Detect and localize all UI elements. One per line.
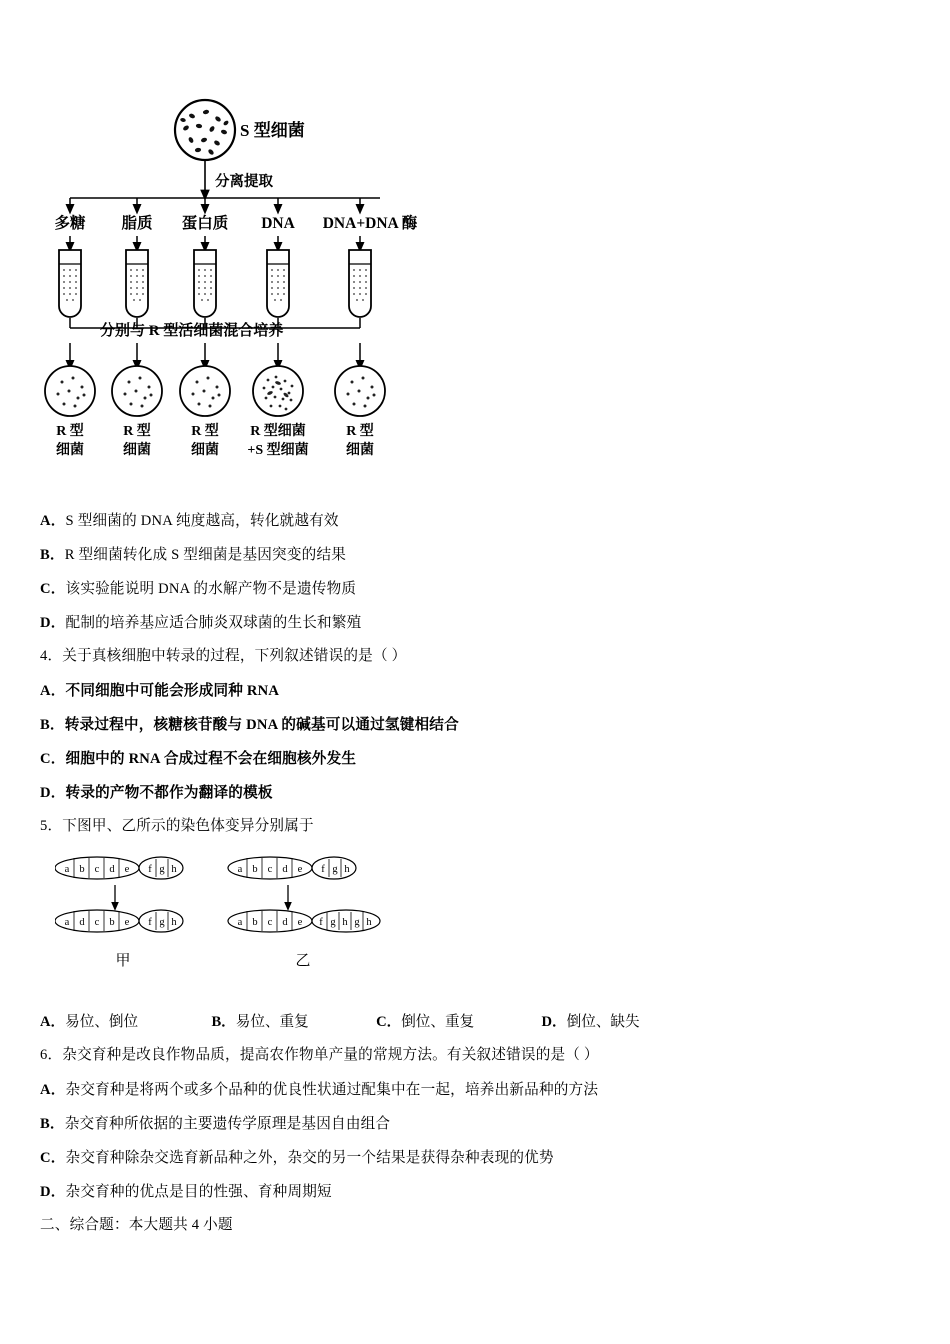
svg-text:细菌: 细菌 [191,443,219,458]
svg-text:甲: 甲 [115,953,131,969]
q4-option-c-text: 细胞中的 RNA 合成过程不会在细胞核外发生 [65,751,357,767]
svg-text:d: d [282,864,288,875]
svg-text:c: c [94,917,100,928]
svg-text:R 型细菌: R 型细菌 [250,424,306,439]
q4-option-b-text: 转录过程中，核糖核苷酸与 DNA 的碱基可以通过氢键相结合 [64,717,459,733]
q5-option-b-text: 易位、重复 [235,1014,309,1030]
q4-number: 4． [40,648,63,664]
q5-option-c-label: C． [376,1014,402,1030]
q5-stem-text: 下图甲、乙所示的染色体变异分别属于 [62,818,314,834]
svg-text:f: f [148,864,152,875]
q6-option-b [40,1112,390,1133]
q6-option-b-label: B． [40,1116,65,1132]
q4-option-d [40,781,273,802]
svg-text:a: a [237,864,243,875]
svg-text:R 型: R 型 [123,424,151,439]
section-2-heading: 二、综合题：本大题共 4 小题 [40,1217,233,1233]
svg-text:b: b [252,864,258,875]
q5-stem [40,816,314,837]
svg-text:a: a [64,864,70,875]
svg-text:h: h [171,917,177,928]
svg-text:g: g [332,864,338,875]
svg-text:d: d [79,917,85,928]
q4-stem-text: 关于真核细胞中转录的过程，下列叙述错误的是（ ） [62,648,407,664]
svg-text:a: a [64,917,70,928]
svg-text:d: d [282,917,288,928]
figure-transformation-experiment [40,88,460,488]
q6-option-c [40,1146,554,1167]
q5-option-d-label: D． [541,1014,567,1030]
q3-option-a-label: A． [40,513,66,529]
svg-text:DNA: DNA [261,215,295,232]
svg-text:a: a [237,917,243,928]
svg-text:e: e [124,917,130,928]
q6-option-a-text: 杂交育种是将两个或多个品种的优良性状通过配集中在一起，培养出新品种的方法 [65,1082,599,1098]
q3-option-d-label: D． [40,615,66,631]
svg-text:h: h [342,917,348,928]
q4-option-b [40,713,459,734]
q3-option-c [40,577,356,598]
svg-text:分离提取: 分离提取 [215,174,273,190]
q5-option-a-text: 易位、倒位 [65,1014,139,1030]
svg-text:DNA+DNA 酶: DNA+DNA 酶 [322,215,418,232]
q4-option-a-label: A． [40,683,66,699]
svg-text:+S 型细菌: +S 型细菌 [247,443,309,458]
svg-text:多糖: 多糖 [54,215,86,232]
q3-option-a [40,509,339,530]
svg-text:b: b [79,864,85,875]
svg-text:f: f [319,917,323,928]
svg-text:R 型: R 型 [191,424,219,439]
q6-option-c-label: C． [40,1150,66,1166]
q4-option-a [40,679,279,700]
q6-stem [40,1045,599,1066]
q6-option-a [40,1078,598,1099]
svg-text:脂质: 脂质 [121,215,153,232]
q3-option-b-text: R 型细菌转化成 S 型细菌是基因突变的结果 [64,547,347,563]
q4-option-c [40,747,356,768]
q6-option-a-label: A． [40,1082,66,1098]
svg-text:g: g [159,864,165,875]
svg-text:乙: 乙 [295,953,311,969]
q4-option-a-text: 不同细胞中可能会形成同种 RNA [65,683,280,699]
q4-option-b-label: B． [40,717,65,733]
q6-number: 6． [40,1047,63,1063]
svg-text:d: d [109,864,115,875]
q3-option-c-label: C． [40,581,66,597]
q5-options-row [40,1010,640,1031]
svg-text:细菌: 细菌 [123,443,151,458]
svg-text:f: f [321,864,325,875]
svg-text:S 型细菌: S 型细菌 [240,121,305,140]
q5-option-a-label: A． [40,1014,66,1030]
svg-text:细菌: 细菌 [56,443,84,458]
q5-option-c-text: 倒位、重复 [401,1014,475,1030]
svg-text:e: e [297,917,303,928]
svg-text:g: g [330,917,336,928]
q6-option-c-text: 杂交育种除杂交选育新品种之外，杂交的另一个结果是获得杂种表现的优势 [65,1150,554,1166]
q4-option-c-label: C． [40,751,66,767]
svg-text:b: b [252,917,258,928]
svg-text:分别与 R 型活细菌混合培养: 分别与 R 型活细菌混合培养 [100,323,284,339]
svg-text:R 型: R 型 [56,424,84,439]
svg-text:蛋白质: 蛋白质 [181,215,229,232]
q6-option-d [40,1180,332,1201]
svg-text:细菌: 细菌 [346,443,374,458]
svg-text:g: g [159,917,165,928]
q3-option-d [40,611,361,632]
svg-text:g: g [354,917,360,928]
svg-text:c: c [94,864,100,875]
q5-number: 5． [40,818,63,834]
svg-text:f: f [148,917,152,928]
svg-text:e: e [297,864,303,875]
svg-text:c: c [267,864,273,875]
q6-stem-text: 杂交育种是改良作物品质，提高农作物单产量的常规方法。有关叙述错误的是（ ） [62,1047,599,1063]
q3-option-a-text: S 型细菌的 DNA 纯度越高，转化就越有效 [65,513,339,529]
svg-text:e: e [124,864,130,875]
q4-stem [40,646,406,667]
q6-option-d-text: 杂交育种的优点是目的性强、育种周期短 [65,1184,332,1200]
q6-option-d-label: D． [40,1184,66,1200]
svg-text:b: b [109,917,115,928]
svg-text:R 型: R 型 [346,424,374,439]
q3-option-d-text: 配制的培养基应适合肺炎双球菌的生长和繁殖 [65,615,362,631]
q4-option-d-label: D． [40,785,66,801]
q4-option-d-text: 转录的产物不都作为翻译的模板 [65,785,273,801]
figure-chromosome-variation [55,855,455,985]
q3-option-c-text: 该实验能说明 DNA 的水解产物不是遗传物质 [65,581,357,597]
q5-option-b-label: B． [211,1014,236,1030]
svg-text:h: h [344,864,350,875]
q5-option-d-text: 倒位、缺失 [566,1014,640,1030]
svg-text:h: h [171,864,177,875]
svg-text:c: c [267,917,273,928]
q6-option-b-text: 杂交育种所依据的主要遗传学原理是基因自由组合 [64,1116,391,1132]
q3-option-b-label: B． [40,547,65,563]
q3-option-b [40,543,346,564]
svg-text:h: h [366,917,372,928]
